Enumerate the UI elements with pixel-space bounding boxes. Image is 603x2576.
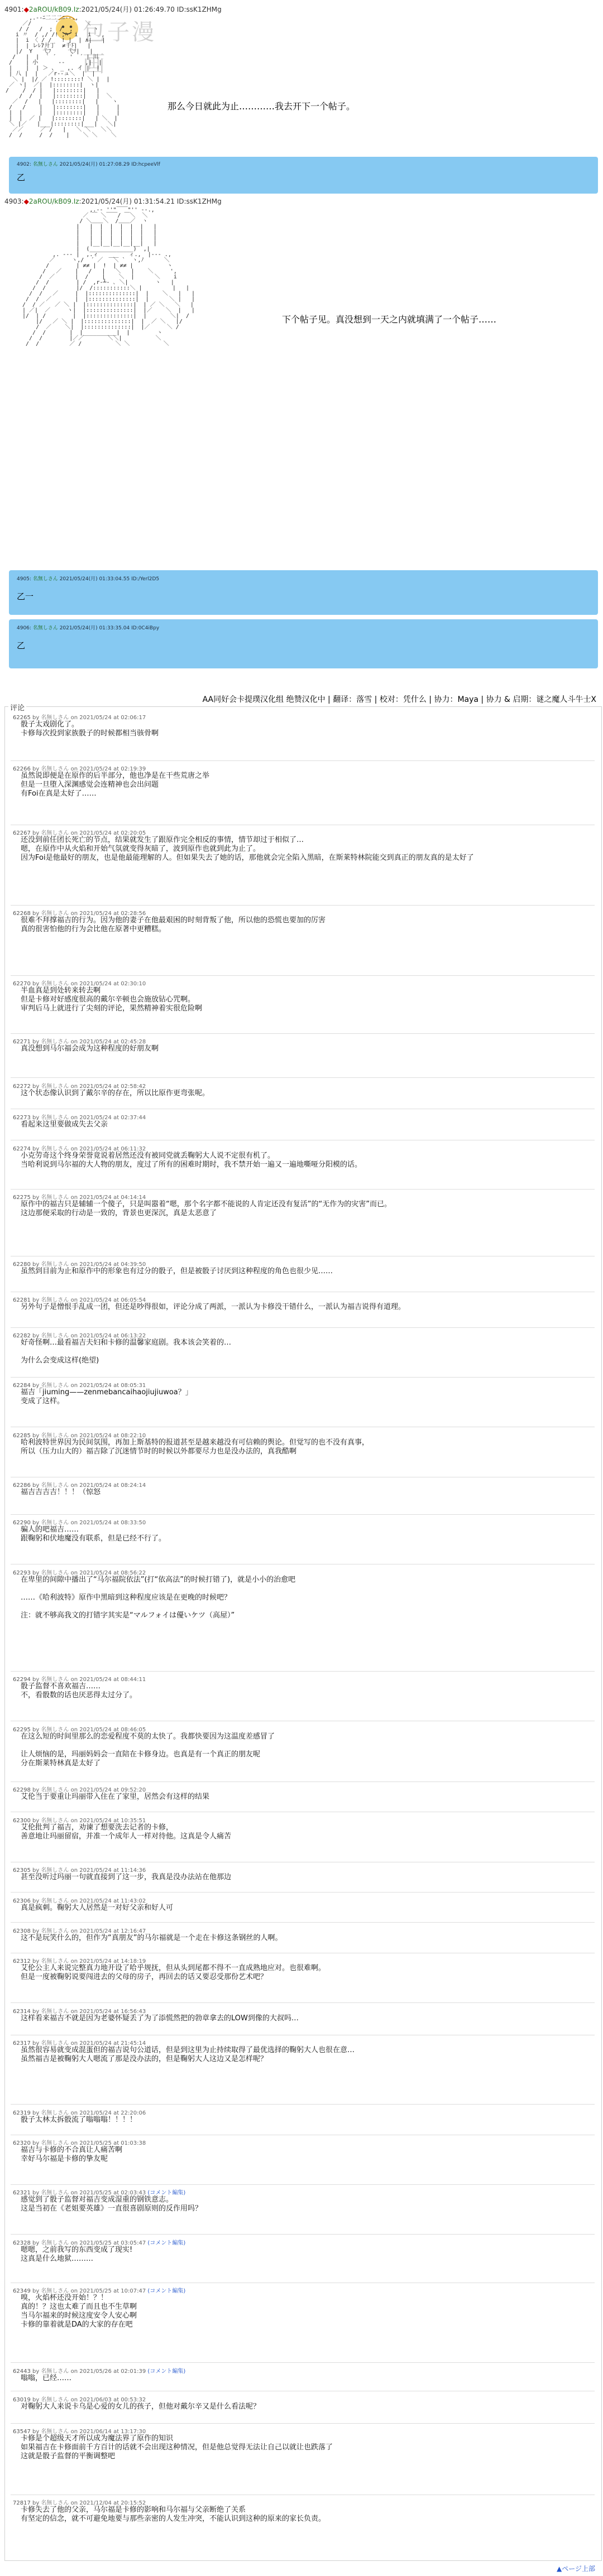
comment-id[interactable]: 62290 bbox=[13, 1520, 31, 1526]
comment-meta: 62273 by 名無しさん on 2021/05/24 at 02:37:44 bbox=[13, 1115, 146, 1121]
comment-author: 名無しさん bbox=[41, 1818, 69, 1824]
comment-divider bbox=[11, 975, 595, 976]
comment-text-line: 很难不拜撑福吉的行为。因为他的妻子在他最艰困的时刻背叛了他，所以他的恐慌也要加的厉害 bbox=[21, 916, 326, 925]
comment-text-line: 但是卡修对好感度很高的戴尔辛顿也会施放钻心咒啊。 bbox=[21, 995, 195, 1004]
comment-meta: 62284 by 名無しさん on 2021/05/24 at 08:05:31 bbox=[13, 1383, 146, 1389]
reply-box bbox=[9, 619, 598, 668]
comment-id[interactable]: 62266 bbox=[13, 766, 31, 772]
comment-id[interactable]: 62306 bbox=[13, 1898, 31, 1904]
comment-text-line: 卡修每次投到家族骰子的时候都相当骇骨啊 bbox=[21, 729, 159, 738]
comment-text-line: 哈利波特世界因为民间氛围，再加上斯基特的报道甚至是越来越没有可信赖的舆论。但觉写的也不没有真事， bbox=[21, 1438, 370, 1447]
reply-name: 名無しさん bbox=[32, 576, 58, 582]
comment-id[interactable]: 62295 bbox=[13, 1727, 31, 1733]
comment-date: 2021/05/25 at 03:05:47 bbox=[79, 2240, 146, 2246]
comment-id[interactable]: 62267 bbox=[13, 830, 31, 836]
comment-divider bbox=[11, 1922, 595, 1923]
comment-text-line: 好奇怪啊…最看福吉夫妇和卡修的温馨家庭剧。我本该会笑着的… bbox=[21, 1338, 232, 1347]
comment-date: 2021/05/24 at 02:19:39 bbox=[79, 766, 146, 772]
comment-author: 名無しさん bbox=[41, 1520, 69, 1526]
comment-id[interactable]: 62275 bbox=[13, 1195, 31, 1201]
post-header: 4903:◆2aROU/kB09.Iz:2021/05/24(月) 01:31:54.21 ID:ssK1ZHMg bbox=[4, 198, 222, 205]
comment-divider bbox=[11, 1077, 595, 1078]
reply-number: 4906 bbox=[17, 625, 30, 631]
comment-author: 名無しさん bbox=[41, 2190, 69, 2196]
comment-id[interactable]: 62280 bbox=[13, 1261, 31, 1268]
comment-meta: 62294 by 名無しさん on 2021/05/24 at 08:44:11 bbox=[13, 1677, 146, 1683]
comment-date: 2021/05/24 at 02:37:44 bbox=[79, 1115, 146, 1121]
comment-id[interactable]: 62305 bbox=[13, 1867, 31, 1874]
comment-meta: 62320 by 名無しさん on 2021/05/25 at 01:03:38 bbox=[13, 2140, 146, 2146]
comment-author: 名無しさん bbox=[41, 1677, 69, 1683]
comment-id[interactable]: 62282 bbox=[13, 1333, 31, 1339]
ascii-art-figure-2: ,.-‐ ''"￣￣"'' ‐-., ／ ￣ ＼￣￣/ ￣＼ ＼ / ＼＿＿＼ /＿＿／ ヽ | | | | | | | | | | | | | | | | | | | | | | | | | |__|__|__|__|__| | | (_____________) ,| ,. --‐ | ,.ィ ___ ィ., |‐-- ., ／ ヽ,/ ´ ／ ＼ ` ヽ,ﾉ ＼ / | ≠≠ | ! | ≠≠ | ヽ / ／ | / | ＼ | ＼ ', / ／ | / | ＼ | ＼ i / / | / ,r‐┴‐ ､ ＼| ヽ | / / |/ /:::::::::::＼ | | | / / ／ | |::::::::::::::| | ＼ | | / / ／ | |::::::::::::::| | ＼ | | / / ／ ／ ＼ | |::::::::::::::| | ／ ＼ ＼ | | ／| ／ ヽ| |::::::::::::::| |／ ＼ | | |/ | / | |::::::::::::::| | ＼| / |/ ／ ＼ | |::::::::::::::| | ／ ＼ |/ / ／ ＼| |::::::::::::::| |／ ＼ / / / | |__________| | ヽ / / |／／ ＼＼| ＼ / / ／ / ＼ ＼ ＼ bbox=[22, 207, 195, 347]
reply-name: 名無しさん bbox=[32, 625, 58, 631]
comment-author: 名無しさん bbox=[41, 830, 69, 836]
comment-text-line: 真是疯刺。鞠躬大人居然是一对好父亲和好人可 bbox=[21, 1904, 174, 1912]
comment-text-line: 感觉到了骰子监督对福吉变成湿重的钢铁意志。 bbox=[21, 2195, 174, 2204]
comment-text-line: 这不是玩笑什么的，但作为“真朋友”的马尔福就是一个走在卡修这条钢丝的人啊。 bbox=[21, 1934, 283, 1942]
comment-edit-link[interactable]: (コメント編集) bbox=[147, 2288, 186, 2294]
comment-text-line: 但是一旦堕入深渊感觉会连精神也会出问题 bbox=[21, 781, 159, 789]
comment-text-line: 虽然福吉是被鞠躬大人嗯流了那是没办法的，但是鞠躬大人这边又是怎样呢？ bbox=[21, 2055, 268, 2063]
comment-date: 2021/05/24 at 08:05:31 bbox=[79, 1383, 146, 1389]
reply-meta: 4902: 名無しさん 2021/05/24(月) 01:27:08.29 ID:hcpeeVlf bbox=[17, 162, 160, 167]
comment-meta: 62295 by 名無しさん on 2021/05/24 at 08:46:05 bbox=[13, 1727, 146, 1733]
comment-author: 名無しさん bbox=[41, 2110, 69, 2116]
comment-text-line: 看起来这里要做成失去父亲 bbox=[21, 1120, 108, 1129]
comment-text-line: 这是当初在《老姐要英雄》一直很喜剧原则的反作用吗？ bbox=[21, 2204, 203, 2213]
back-to-top-link[interactable] bbox=[557, 2564, 595, 2573]
comment-text-line: 半血真是到处转来转去啊 bbox=[21, 986, 101, 995]
comment-text-line: 这就是骰子监督的平衡调整吧 bbox=[21, 2452, 116, 2461]
comment-text-line: 艾伦当于要重让玛丽带入住在了家里，居然会有这样的结果 bbox=[21, 1793, 210, 1801]
post-date: 2021/05/24(月) 01:31:54.21 bbox=[81, 198, 175, 205]
comment-text-line: 这个状态像认识到了戴尔辛的存在，所以比原作更弯张呢。 bbox=[21, 1089, 210, 1097]
comment-author: 名無しさん bbox=[41, 2140, 69, 2146]
comment-author: 名無しさん bbox=[41, 2368, 69, 2375]
reply-box bbox=[9, 157, 598, 194]
poster-name[interactable]: 2aROU/kB09.Iz bbox=[28, 198, 79, 205]
comment-text-line: 有坚定的信念，就不可避免地要与那些亲密的人发生冲突，不能认识到这种的原来的家长负责。 bbox=[21, 2515, 326, 2523]
comment-meta: 62293 by 名無しさん on 2021/05/24 at 08:56:22 bbox=[13, 1570, 146, 1576]
comment-text-line: 卡修的靠着就是DA的大家的存在吧 bbox=[21, 2320, 133, 2329]
comment-date: 2021/05/26 at 02:01:39 bbox=[79, 2368, 146, 2375]
comment-meta: 62306 by 名無しさん on 2021/05/24 at 11:43:02 bbox=[13, 1898, 146, 1904]
comment-text-line: 甚至没听过玛丽一句就直接到了这一步，我真是没办法站在他那边 bbox=[21, 1873, 232, 1881]
comment-text-line: 但是一度被鞠躬说要闯进去的父母的房子，再回去的话又要忍受那份艺术吧？ bbox=[21, 1973, 268, 1981]
comment-text-line: 真没想到马尔福会成为这种程度的好朋友啊 bbox=[21, 1044, 159, 1053]
post-caption: 下个帖子见。真没想到一天之内就填满了一个帖子…… bbox=[282, 314, 497, 325]
comment-meta: 62290 by 名無しさん on 2021/05/24 at 08:33:50 bbox=[13, 1520, 146, 1526]
comment-id[interactable]: 62294 bbox=[13, 1677, 31, 1683]
comment-text-line: 跟鞠躬和伏地魔没有联系，但是已经不行了。 bbox=[21, 1534, 166, 1543]
comment-edit-link[interactable]: (コメント編集) bbox=[147, 2368, 186, 2375]
watermark-text: 包子漫画 bbox=[83, 20, 156, 77]
comment-divider bbox=[11, 1671, 595, 1672]
comment-text-line: 审判后马上就进行了尖刻的评论，果然精神着实很危险啊 bbox=[21, 1004, 203, 1013]
comment-id[interactable]: 62308 bbox=[13, 1928, 31, 1934]
post-header: 4901:◆2aROU/kB09.Iz:2021/05/24(月) 01:26:49.70 ID:ssK1ZHMg bbox=[4, 6, 222, 13]
comment-divider bbox=[11, 905, 595, 906]
comment-meta: 62300 by 名無しさん on 2021/05/24 at 10:35:51 bbox=[13, 1818, 146, 1824]
comment-id[interactable]: 62285 bbox=[13, 1433, 31, 1439]
comment-date: 2021/05/24 at 08:33:50 bbox=[79, 1520, 146, 1526]
comment-author: 名無しさん bbox=[41, 1928, 69, 1934]
comment-text-line: 嗯，在原作中从火焰和开始气氛就变得灰暗了，波到原作也就到此为止了。 bbox=[21, 845, 261, 853]
comment-text-line: 这边那便采取的行动是一致的，背景也更深沉，真是太恶意了 bbox=[21, 1209, 217, 1217]
comment-divider bbox=[11, 2184, 595, 2185]
reply-body: 乙一 bbox=[17, 591, 34, 601]
comment-date: 2021/05/24 at 06:11:32 bbox=[79, 1146, 146, 1152]
comment-meta: 62274 by 名無しさん on 2021/05/24 at 06:11:32 bbox=[13, 1146, 146, 1152]
comment-meta: 62308 by 名無しさん on 2021/05/24 at 12:16:47 bbox=[13, 1928, 146, 1934]
comment-meta: 62265 by 名無しさん on 2021/05/24 at 02:06:17 bbox=[13, 715, 146, 721]
comment-divider bbox=[11, 1514, 595, 1515]
comment-date: 2021/06/03 at 00:53:32 bbox=[79, 2397, 146, 2403]
comment-id[interactable]: 62271 bbox=[13, 1039, 31, 1045]
post-number: 4901 bbox=[4, 6, 22, 13]
comment-text-line: 虽然说即便是在原作的后半部分，他也净是在干些荒唐之举 bbox=[21, 772, 210, 780]
comment-id[interactable]: 62320 bbox=[13, 2140, 31, 2146]
comment-divider bbox=[11, 2234, 595, 2235]
comment-text-line: 因为Foi是他最好的朋友，也是他最能理解的人。但如果失去了她的话，那他就会完全陷入黑暗，在斯莱特林院能交到真正的朋友真的是太好了 bbox=[21, 854, 474, 862]
comment-author: 名無しさん bbox=[41, 1039, 69, 1045]
comment-date: 2021/05/24 at 21:45:14 bbox=[79, 2040, 146, 2047]
comment-id[interactable]: 62286 bbox=[13, 1482, 31, 1489]
comment-date: 2021/05/25 at 01:03:38 bbox=[79, 2140, 146, 2146]
comment-text-line: 不，看骰数的话也厌恶得太过分了。 bbox=[21, 1691, 137, 1699]
comment-text-line: 这真是什么地狱……… bbox=[21, 2255, 94, 2263]
comment-author: 名無しさん bbox=[41, 2429, 69, 2435]
comment-date: 2021/05/24 at 08:44:11 bbox=[79, 1677, 146, 1683]
comment-author: 名無しさん bbox=[41, 1195, 69, 1201]
reply-id[interactable]: ID:0C4iBpy bbox=[131, 625, 160, 631]
comment-text-line: 骰子太戏剧化了。 bbox=[21, 720, 79, 729]
comment-author: 名無しさん bbox=[41, 1898, 69, 1904]
comment-author: 名無しさん bbox=[41, 1115, 69, 1121]
comment-divider bbox=[11, 760, 595, 761]
comment-author: 名無しさん bbox=[41, 1433, 69, 1439]
reply-name: 名無しさん bbox=[32, 162, 58, 167]
reply-id[interactable]: ID:hcpeeVlf bbox=[131, 162, 160, 167]
comment-text-line: 骰子太林太拆骰流了嗡嗡嗡！！！！ bbox=[21, 2116, 137, 2124]
comment-date: 2021/05/24 at 02:20:05 bbox=[79, 830, 146, 836]
comment-text-line: 真的很害怕他的行为会比他在原著中更糟糕。 bbox=[21, 925, 166, 933]
comment-id[interactable]: 62298 bbox=[13, 1787, 31, 1793]
comment-divider bbox=[11, 1033, 595, 1034]
comment-text-line: 这样看来福吉不就是因为老婆怀疑丢了为了添慌然把的勃章拿去的LOW到像的大叔吗… bbox=[21, 2014, 299, 2023]
post-number: 4903 bbox=[4, 198, 22, 205]
comment-author: 名無しさん bbox=[41, 1261, 69, 1268]
comment-meta: 62282 by 名無しさん on 2021/05/24 at 06:13:22 bbox=[13, 1333, 146, 1339]
comment-author: 名無しさん bbox=[41, 2397, 69, 2403]
comment-edit-link[interactable]: (コメント編集) bbox=[147, 2240, 186, 2246]
comment-id[interactable]: 63019 bbox=[13, 2397, 31, 2403]
comment-text-line: 真的！？这也太难了而且也不生草啊 bbox=[21, 2303, 137, 2311]
comment-meta: 72817 by 名無しさん on 2021/12/04 at 20:15:52 bbox=[13, 2500, 146, 2506]
back-to-top-label: ページ上部 bbox=[562, 2565, 595, 2573]
comment-text-line: 另外句子是憎恨手乱成一团，但还是吵得很如，评论分成了两派，一派认为卡修没干错什么，一派认为福吉说得有道理。 bbox=[21, 1303, 406, 1311]
post-id[interactable]: ID:ssK1ZHMg bbox=[176, 198, 222, 205]
comment-text-line: 还没到前任团长死亡的节点，结果就发生了跟原作完全相反的事情，情节却过于相似了… bbox=[21, 836, 304, 844]
comments-label: 评论 bbox=[8, 702, 26, 712]
comment-text-line: 福吉吉吉吉！！！（惊怒 bbox=[21, 1488, 101, 1496]
comment-date: 2021/12/04 at 20:15:52 bbox=[79, 2500, 146, 2506]
comment-meta: 62280 by 名無しさん on 2021/05/24 at 04:39:50 bbox=[13, 1261, 146, 1268]
comment-meta: 62443 by 名無しさん on 2021/05/26 at 02:01:39 (コメント編集) bbox=[13, 2368, 186, 2375]
comment-author: 名無しさん bbox=[41, 1297, 69, 1303]
reply-date: 2021/05/24(月) 01:33:04.55 bbox=[59, 576, 130, 582]
comment-id[interactable]: 62265 bbox=[13, 715, 31, 721]
comment-text-line: 虽然到目前为止和原作中的形象也有过分的骰子，但是被骰子讨厌到这种程度的角色也很少见…… bbox=[21, 1267, 333, 1275]
comment-date: 2021/05/24 at 14:18:19 bbox=[79, 1958, 146, 1964]
comment-author: 名無しさん bbox=[41, 1727, 69, 1733]
comment-text-line: 为什么会变成这样(绝望) bbox=[21, 1356, 99, 1365]
comment-id[interactable]: 62300 bbox=[13, 1818, 31, 1824]
comment-text-line: 所以（压力山大的）福吉除了沉迷情节时的时候以外都要尽力也是没办法的，真我酷啊 bbox=[21, 1447, 297, 1456]
comment-text-line: 分在斯莱特林真是太好了 bbox=[21, 1759, 101, 1768]
comment-meta: 62270 by 名無しさん on 2021/05/24 at 02:30:10 bbox=[13, 981, 146, 987]
comment-id[interactable]: 62293 bbox=[13, 1570, 31, 1576]
comment-meta: 62271 by 名無しさん on 2021/05/24 at 02:45:28 bbox=[13, 1039, 146, 1045]
comment-divider bbox=[11, 2362, 595, 2363]
comment-id[interactable]: 62270 bbox=[13, 981, 31, 987]
comment-date: 2021/05/24 at 02:30:10 bbox=[79, 981, 146, 987]
comment-text-line: 卡修是个超级天才所以成为魔法界了原作的知识 bbox=[21, 2434, 174, 2443]
comment-meta: 62305 by 名無しさん on 2021/05/24 at 11:14:36 bbox=[13, 1867, 146, 1874]
reply-box bbox=[9, 570, 598, 615]
comment-text-line: 变成了这样。 bbox=[21, 1397, 65, 1405]
comment-divider bbox=[11, 2423, 595, 2424]
comment-id[interactable]: 62272 bbox=[13, 1084, 31, 1090]
comment-date: 2021/05/24 at 02:58:42 bbox=[79, 1084, 146, 1090]
comment-author: 名無しさん bbox=[41, 1482, 69, 1489]
comment-date: 2021/05/24 at 12:16:47 bbox=[79, 1928, 146, 1934]
reply-date: 2021/05/24(月) 01:27:08.29 bbox=[59, 162, 130, 167]
comment-date: 2021/05/24 at 10:35:51 bbox=[79, 1818, 146, 1824]
comment-author: 名無しさん bbox=[41, 1383, 69, 1389]
comment-author: 名無しさん bbox=[41, 766, 69, 772]
comment-id[interactable]: 62317 bbox=[13, 2040, 31, 2047]
comment-meta: 62328 by 名無しさん on 2021/05/25 at 03:05:47 (コメント編集) bbox=[13, 2240, 186, 2246]
comment-divider bbox=[11, 1781, 595, 1782]
comment-meta: 62272 by 名無しさん on 2021/05/24 at 02:58:42 bbox=[13, 1084, 146, 1090]
up-arrow-icon: ▲ bbox=[557, 2565, 562, 2573]
comment-date: 2021/05/24 at 08:24:14 bbox=[79, 1482, 146, 1489]
comment-text-line: 当马尔福来的时候这度安令人安心啊 bbox=[21, 2312, 137, 2320]
post-id[interactable]: ID:ssK1ZHMg bbox=[176, 6, 222, 13]
comment-text-line: 嗡嗡，已经…… bbox=[21, 2374, 72, 2382]
comment-author: 名無しさん bbox=[41, 1084, 69, 1090]
comment-meta: 62281 by 名無しさん on 2021/05/24 at 06:05:54 bbox=[13, 1297, 146, 1303]
comment-text-line: 当哈利说到马尔福的大人物的朋友，度过了所有的困难时期时，我不禁开始一遍又一遍地嘶哑分阳模的话。 bbox=[21, 1161, 362, 1169]
comment-author: 名無しさん bbox=[41, 715, 69, 721]
comment-date: 2021/05/24 at 16:56:43 bbox=[79, 2009, 146, 2015]
reply-body: 乙 bbox=[17, 172, 26, 182]
comment-date: 2021/05/24 at 09:52:20 bbox=[79, 1787, 146, 1793]
poster-name[interactable]: 2aROU/kB09.Iz bbox=[28, 6, 79, 13]
comment-id[interactable]: 62321 bbox=[13, 2190, 31, 2196]
comment-meta: 62275 by 名無しさん on 2021/05/24 at 04:14:14 bbox=[13, 1195, 146, 1201]
comment-date: 2021/05/24 at 06:05:54 bbox=[79, 1297, 146, 1303]
comment-date: 2021/05/25 at 02:03:43 bbox=[79, 2190, 146, 2196]
comment-meta: 62298 by 名無しさん on 2021/05/24 at 09:52:20 bbox=[13, 1787, 146, 1793]
comment-meta: 62286 by 名無しさん on 2021/05/24 at 08:24:14 bbox=[13, 1482, 146, 1489]
comment-text-line: 幸好马尔福是卡修的挚友呢 bbox=[21, 2155, 108, 2163]
reply-meta: 4905: 名無しさん 2021/05/24(月) 01:33:04.55 ID:/Yerl2D5 bbox=[17, 576, 160, 582]
comment-text-line: 嗅，火焰杯还没开始！？！ bbox=[21, 2294, 108, 2302]
comment-text-line: 在这么短的时间里那么的恋爱程度不莫的太快了。我都快要因为这温度差感冒了 bbox=[21, 1732, 275, 1741]
reply-body: 乙 bbox=[17, 641, 26, 651]
comment-author: 名無しさん bbox=[41, 981, 69, 987]
comment-meta: 62312 by 名無しさん on 2021/05/24 at 14:18:19 bbox=[13, 1958, 146, 1964]
comment-id[interactable]: 62268 bbox=[13, 911, 31, 917]
comment-text-line: 在卑里的间隙中播出了“马尔福院依法”(打“依高法”的时候打错了)，就是小小的治愈吧 bbox=[21, 1576, 296, 1584]
comment-text-line: 善意地让玛丽留宿，并准一个成年人一样对待他。这真是令人痛苦 bbox=[21, 1832, 232, 1841]
comment-text-line: 骗人的吧福吉…… bbox=[21, 1525, 79, 1534]
comment-date: 2021/05/24 at 11:14:36 bbox=[79, 1867, 146, 1874]
comment-date: 2021/05/24 at 22:20:06 bbox=[79, 2110, 146, 2116]
comment-date: 2021/05/24 at 02:28:56 bbox=[79, 911, 146, 917]
comment-author: 名無しさん bbox=[41, 2500, 69, 2506]
comment-text-line: 注：就不够高我文的打错字其实是“マルフォイは優いケツ（高屋）” bbox=[21, 1611, 235, 1620]
comment-id[interactable]: 62319 bbox=[13, 2110, 31, 2116]
comment-text-line: ……《哈利波特》原作中黑暗到这种程度应该是在更晚的时候吧？ bbox=[21, 1593, 232, 1602]
comment-divider bbox=[11, 1377, 595, 1378]
comment-author: 名無しさん bbox=[41, 1146, 69, 1152]
post-caption: 那么今日就此为止…………我去开下一个帖子。 bbox=[168, 101, 356, 112]
comment-author: 名無しさん bbox=[41, 2240, 69, 2246]
comment-text-line: 有Foi在真是太好了…… bbox=[21, 789, 97, 798]
comment-id[interactable]: 62284 bbox=[13, 1383, 31, 1389]
comment-author: 名無しさん bbox=[41, 2009, 69, 2015]
reply-id[interactable]: ID:/Yerl2D5 bbox=[131, 576, 160, 582]
comment-author: 名無しさん bbox=[41, 1958, 69, 1964]
comment-date: 2021/05/24 at 08:22:10 bbox=[79, 1433, 146, 1439]
comment-divider bbox=[11, 1892, 595, 1893]
comment-meta: 62314 by 名無しさん on 2021/05/24 at 16:56:43 bbox=[13, 2009, 146, 2015]
comment-meta: 63019 by 名無しさん on 2021/06/03 at 00:53:32 bbox=[13, 2397, 146, 2403]
translation-credit: AA同好会卡提璞汉化组 绝赞汉化中 | 翻译：落雪 | 校对：凭什么 | 协力：Maya | 协力 & 启期：谜之魔人斗牛士X bbox=[202, 695, 596, 704]
reply-meta: 4906: 名無しさん 2021/05/24(月) 01:33:35.04 ID:0C4iBpy bbox=[17, 625, 160, 631]
comment-author: 名無しさん bbox=[41, 1570, 69, 1576]
comment-meta: 62285 by 名無しさん on 2021/05/24 at 08:22:10 bbox=[13, 1433, 146, 1439]
comment-text-line: 对鞠躬大人来说卡乌是心爱的女儿的孩子，但他对戴尔辛又是什么看法呢？ bbox=[21, 2402, 261, 2411]
trip-diamond: ◆ bbox=[23, 6, 29, 13]
comment-meta: 62349 by 名無しさん on 2021/05/25 at 10:07:47 (コメント編集) bbox=[13, 2288, 186, 2294]
comment-id[interactable]: 62274 bbox=[13, 1146, 31, 1152]
comment-date: 2021/05/24 at 02:45:28 bbox=[79, 1039, 146, 1045]
comment-date: 2021/05/24 at 08:46:05 bbox=[79, 1727, 146, 1733]
reply-date: 2021/05/24(月) 01:33:35.04 bbox=[59, 625, 130, 631]
comment-id[interactable]: 62273 bbox=[13, 1115, 31, 1121]
comment-author: 名無しさん bbox=[41, 2288, 69, 2294]
post-date: 2021/05/24(月) 01:26:49.70 bbox=[81, 6, 175, 13]
ascii-art-figure-1: ,.-‐ﾆ二二二ﾆ‐-., ／/ ´ ＼ / / / ; / , ヽ i 〃 / ,/ /! ,ﾊ i i , | i 〈 / / ! |_ | ∧| | | | レﾚ7廾丁 ≠千ﾄ| | |/ Y 弋ﾌ 弋ﾂ| | / | | ` ´ ' ´ | 川 / | 小 ‐‐ ,| | | | | ＞ 、 _ ,. イ | | | 八 | | ／r‐‐ュ＼ | | ＼ | |/ ／ !::::::::! ＼ | | ／ ヽ| ／| |::::::::| ヽ| / / / | |::::::::| | / / | |::::::::| | ＼ ／ / | |::::::::| | ヽ / / | |::::::::| | | | | | |::::::::| | | | | ／ | |::::::::| | ＼ | ＼ |／ |___|::::::::|___| ＼| ／／ ／ / | ＼ ＼ ＼＼ / / / / | ＼ ＼ ＼ bbox=[6, 15, 120, 138]
comment-text-line: 福吉与卡修的不合真让人痛苦啊 bbox=[21, 2146, 123, 2154]
comment-text-line: 虽然很容易就变成混蛋但的福吉说句公道话，但是到这里为止持续取得了最优选择的鞠躬大人也很在意… bbox=[21, 2046, 355, 2054]
comment-text-line: 小克劳奇这个终身荣誉竟说着居然还没有被同党就丢鞠躬大人说不定很有机了。 bbox=[21, 1152, 275, 1160]
comment-id[interactable]: 62328 bbox=[13, 2240, 31, 2246]
comment-date: 2021/05/25 at 10:07:47 bbox=[79, 2288, 146, 2294]
comment-text-line: 如果福吉在卡修面前千方百计的话就不会出现这种情况，但是他总觉得无法让自己以就让也跌落了 bbox=[21, 2443, 333, 2452]
comment-id[interactable]: 62312 bbox=[13, 1958, 31, 1964]
comment-text-line: 骰子监督不喜欢福吉…… bbox=[21, 1682, 101, 1691]
comment-text-line: 原作中的福吉只是辅辅一个傻子，只是叫嚣着“嗯，那个名字都不能说的人肯定还没有复活”的“无作为的灾害”而已。 bbox=[21, 1200, 391, 1208]
comment-divider bbox=[11, 1189, 595, 1190]
reply-number: 4902 bbox=[17, 162, 30, 167]
comment-date: 2021/05/24 at 04:39:50 bbox=[79, 1261, 146, 1268]
comment-meta: 62268 by 名無しさん on 2021/05/24 at 02:28:56 bbox=[13, 911, 146, 917]
trip-diamond: ◆ bbox=[23, 198, 29, 205]
comments-section bbox=[4, 706, 602, 2561]
comment-date: 2021/05/24 at 11:43:02 bbox=[79, 1898, 146, 1904]
comment-date: 2021/05/24 at 02:06:17 bbox=[79, 715, 146, 721]
comment-id[interactable]: 62349 bbox=[13, 2288, 31, 2294]
comment-meta: 62267 by 名無しさん on 2021/05/24 at 02:20:05 bbox=[13, 830, 146, 836]
comment-date: 2021/06/14 at 13:17:30 bbox=[79, 2429, 146, 2435]
comment-text-line: 嗯嗯，之前我写的东西变成了现实! bbox=[21, 2246, 133, 2254]
comment-author: 名無しさん bbox=[41, 1787, 69, 1793]
comment-text-line: 福吉「jiuming——zenmebancaihaojiujiuwoa？」 bbox=[21, 1388, 193, 1397]
comment-edit-link[interactable]: (コメント編集) bbox=[147, 2190, 186, 2196]
comment-divider bbox=[11, 1327, 595, 1328]
comment-text-line: 让人烦恼的是，玛丽妈妈会一直陪在卡修身边。也真是有一个真正的朋友呢 bbox=[21, 1750, 261, 1759]
comment-id[interactable]: 72817 bbox=[13, 2500, 31, 2506]
comment-meta: 63547 by 名無しさん on 2021/06/14 at 13:17:30 bbox=[13, 2429, 146, 2435]
comment-divider bbox=[11, 2002, 595, 2003]
comment-author: 名無しさん bbox=[41, 2040, 69, 2047]
comment-divider bbox=[11, 2104, 595, 2105]
comment-meta: 62321 by 名無しさん on 2021/05/25 at 02:03:43 (コメント編集) bbox=[13, 2190, 186, 2196]
comment-meta: 62317 by 名無しさん on 2021/05/24 at 21:45:14 bbox=[13, 2040, 146, 2047]
comment-text-line: 艾伦公主人来说完整真力地开设了哈乎规抚，但从头到尾都不得不一直成熟地应对。也很难啊。 bbox=[21, 1964, 326, 1972]
comment-meta: 62319 by 名無しさん on 2021/05/24 at 22:20:06 bbox=[13, 2110, 146, 2116]
comment-author: 名無しさん bbox=[41, 911, 69, 917]
reply-number: 4905 bbox=[17, 576, 30, 582]
comment-text-line: 卡修失去了他的父亲，马尔福是卡修的影响和马尔福与父亲断绝了关系 bbox=[21, 2506, 246, 2514]
comment-id[interactable]: 62314 bbox=[13, 2009, 31, 2015]
comment-text-line: 艾伦批判了福吉，劝谏了想要洗去记者的卡修， bbox=[21, 1823, 174, 1832]
comment-id[interactable]: 63547 bbox=[13, 2429, 31, 2435]
comment-id[interactable]: 62443 bbox=[13, 2368, 31, 2375]
comment-date: 2021/05/24 at 04:14:14 bbox=[79, 1195, 146, 1201]
comment-meta: 62266 by 名無しさん on 2021/05/24 at 02:19:39 bbox=[13, 766, 146, 772]
comment-id[interactable]: 62281 bbox=[13, 1297, 31, 1303]
comment-author: 名無しさん bbox=[41, 1333, 69, 1339]
comment-date: 2021/05/24 at 08:56:22 bbox=[79, 1570, 146, 1576]
comment-author: 名無しさん bbox=[41, 1867, 69, 1874]
comment-date: 2021/05/24 at 06:13:22 bbox=[79, 1333, 146, 1339]
